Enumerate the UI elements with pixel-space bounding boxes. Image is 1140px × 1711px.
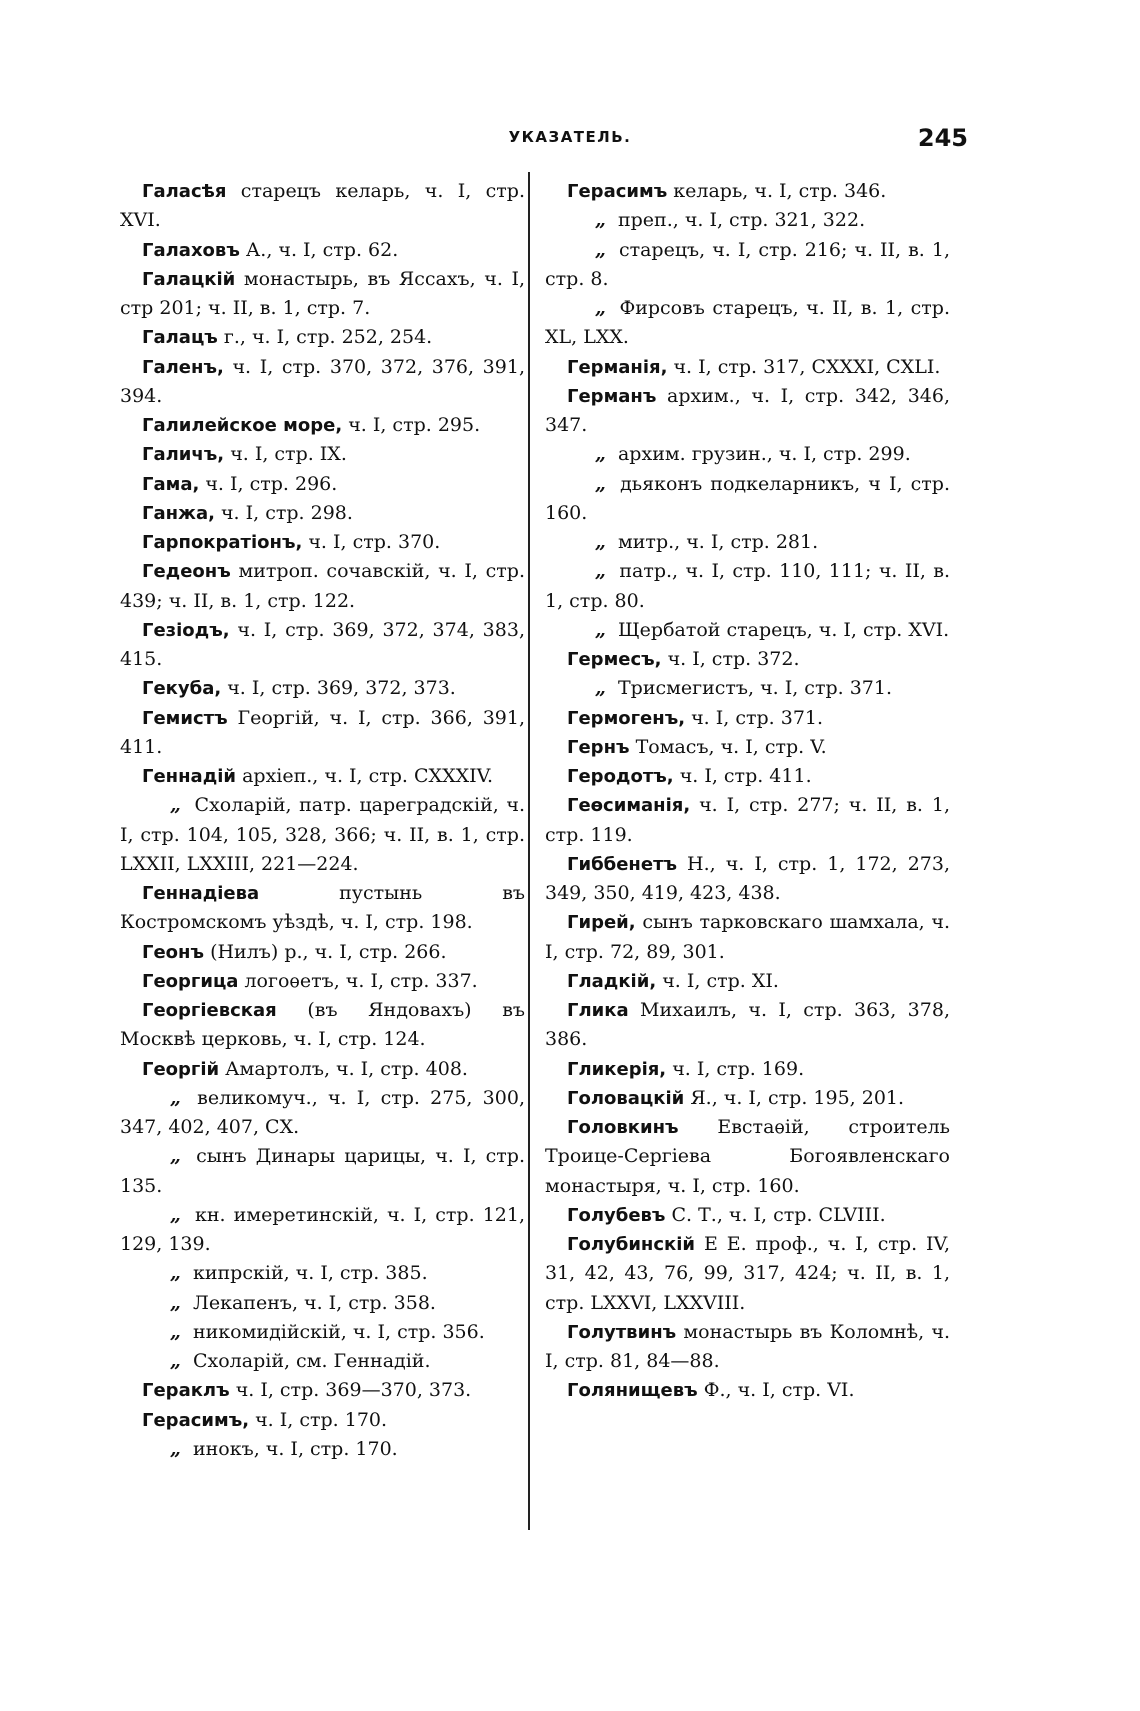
index-entry <box>120 996 525 1055</box>
entry-text: Е Е. проф., ч. I, стр. IV, 31, 42, 43, 76, 99, 317, 424; ч. II, в. 1, стр. LXXVI, LXXVIII. <box>545 1233 950 1314</box>
index-entry <box>545 353 950 382</box>
entry-text: старецъ келарь, ч. I, стр. XVI. <box>120 180 525 232</box>
ditto-mark: „ <box>595 209 606 232</box>
ditto-mark: „ <box>595 443 606 466</box>
ditto-mark: „ <box>595 560 606 583</box>
index-entry <box>120 938 525 967</box>
index-entry <box>545 1201 950 1230</box>
entry-headword: Георгій <box>142 1058 220 1080</box>
index-entry <box>545 908 950 967</box>
index-entry <box>120 528 525 557</box>
entry-text: Трисмегистъ, ч. I, стр. 371. <box>617 677 893 700</box>
index-entry <box>120 353 525 412</box>
ditto-mark: „ <box>170 1437 181 1460</box>
entry-text: Схоларій, патр. цареградскій, ч. I, стр. 104, 105, 328, 366; ч. II, в. 1, стр. LXXII, LXXIII, 221—224. <box>120 794 525 875</box>
index-subentry <box>120 1201 525 1260</box>
entry-text: Ф., ч. I, стр. VI. <box>703 1379 855 1402</box>
entry-headword: Гедеонъ <box>142 561 231 583</box>
entry-text: ч. I, стр. 169. <box>672 1057 805 1080</box>
entry-text: архим. грузин., ч. I, стр. 299. <box>617 443 911 466</box>
entry-text: ч. I, стр. 369, 372, 374, 383, 415. <box>120 618 525 670</box>
index-column-right <box>545 177 950 1406</box>
entry-headword: Геродотъ, <box>567 766 674 787</box>
entry-text: монастырь въ Коломнѣ, ч. I, стр. 81, 84—88. <box>545 1320 950 1372</box>
entry-text: преп., ч. I, стр. 321, 322. <box>617 209 866 232</box>
index-entry <box>120 1055 525 1084</box>
entry-headword: Голутвинъ <box>567 1321 677 1343</box>
entry-text: г., ч. I, стр. 252, 254. <box>223 326 433 349</box>
entry-headword: Галичъ, <box>142 444 225 466</box>
index-entry <box>545 1376 950 1405</box>
index-entry <box>545 382 950 441</box>
index-subentry <box>120 1435 525 1464</box>
index-entry <box>120 265 525 324</box>
entry-text: Евстаѳій, строитель Троице-Сергіева Богоявленскаго монастыря, ч. I, стр. 160. <box>545 1116 950 1197</box>
ditto-mark: „ <box>170 1145 181 1168</box>
index-entry <box>120 236 525 265</box>
ditto-mark: „ <box>595 472 606 495</box>
ditto-mark: „ <box>170 1350 181 1372</box>
entry-headword: Гемистъ <box>142 707 228 729</box>
entry-headword: Ганжа, <box>142 502 215 524</box>
ditto-mark: „ <box>170 1291 181 1314</box>
index-subentry <box>120 1259 525 1288</box>
entry-headword: Галаховъ <box>142 239 240 261</box>
entry-text: ч. I, стр. 370. <box>308 531 441 553</box>
ditto-mark: „ <box>595 531 606 553</box>
index-entry <box>120 470 525 499</box>
index-subentry <box>545 470 950 529</box>
index-subentry <box>545 206 950 235</box>
index-entry <box>545 1113 950 1201</box>
entry-text: монастырь, въ Яссахъ, ч. I, стр 201; ч. II, в. 1, стр. 7. <box>120 267 525 319</box>
entry-text: дьяконъ подкеларникъ, ч I, стр. 160. <box>545 472 950 524</box>
ditto-mark: „ <box>595 677 606 700</box>
index-entry <box>545 850 950 909</box>
entry-text: ч. I, стр. 369, 372, 373. <box>227 677 456 700</box>
index-column-left <box>120 177 525 1464</box>
entry-text: сынъ Динары царицы, ч. I, стр. 135. <box>120 1145 525 1197</box>
entry-text: кипрскій, ч. I, стр. 385. <box>192 1262 428 1285</box>
entry-text: логоѳетъ, ч. I, стр. 337. <box>244 969 478 992</box>
index-entry <box>545 762 950 791</box>
entry-headword: Гарпократіонъ, <box>142 532 303 553</box>
index-entry <box>120 616 525 675</box>
entry-text: ч. I, стр. IX. <box>230 443 347 466</box>
index-entry <box>545 733 950 762</box>
entry-headword: Гермесъ, <box>567 649 662 670</box>
entry-text: Н., ч. I, стр. 1, 172, 273, 349, 350, 419, 423, 438. <box>545 852 950 904</box>
index-entry <box>120 499 525 528</box>
entry-text: ч. I, стр. 372. <box>667 648 800 670</box>
ditto-mark: „ <box>170 1086 181 1109</box>
entry-text: келарь, ч. I, стр. 346. <box>673 180 887 202</box>
entry-headword: Голубинскій <box>567 1234 696 1255</box>
entry-headword: Гернъ <box>567 736 630 758</box>
entry-text: ч. I, стр. 317, CXXXI, CXLI. <box>673 355 941 378</box>
entry-text: (Нилъ) р., ч. I, стр. 266. <box>210 940 447 963</box>
entry-text: А., ч. I, стр. 62. <box>245 238 399 261</box>
entry-text: Щербатой старецъ, ч. I, стр. XVI. <box>617 618 950 641</box>
entry-text: Фирсовъ старецъ, ч. II, в. 1, стр. XL, LXX. <box>545 297 950 349</box>
index-entry <box>545 645 950 674</box>
index-subentry <box>545 294 950 353</box>
entry-text: ч. I, стр. 298. <box>221 501 353 524</box>
entry-text: Томасъ, ч. I, стр. V. <box>635 735 827 758</box>
entry-text: Лекапенъ, ч. I, стр. 358. <box>192 1291 436 1314</box>
entry-headword: Галилейское море, <box>142 415 343 436</box>
entry-headword: Голубевъ <box>567 1204 666 1226</box>
entry-text: патр., ч. I, стр. 110, 111; ч. II, в. 1, стр. 80. <box>545 560 950 612</box>
entry-headword: Головкинъ <box>567 1117 679 1138</box>
index-entry <box>545 967 950 996</box>
index-entry <box>120 879 525 938</box>
entry-headword: Геонъ <box>142 941 205 963</box>
entry-headword: Глика <box>567 1000 629 1021</box>
entry-text: ч. I, стр. 296. <box>205 472 338 495</box>
entry-text: пустынь въ Костромскомъ уѣздѣ, ч. I, стр. 198. <box>120 882 525 934</box>
entry-text: инокъ, ч. I, стр. 170. <box>192 1437 398 1460</box>
index-entry <box>120 704 525 763</box>
entry-headword: Георгица <box>142 970 239 992</box>
entry-text: С. Т., ч. I, стр. CLVIII. <box>671 1203 886 1226</box>
index-entry <box>120 1406 525 1435</box>
entry-headword: Германія, <box>567 356 668 378</box>
index-entry <box>545 704 950 733</box>
entry-headword: Гекуба, <box>142 678 222 700</box>
index-subentry <box>120 1318 525 1347</box>
entry-text: никомидійскій, ч. I, стр. 356. <box>192 1320 485 1343</box>
entry-text: архіеп., ч. I, стр. CXXXIV. <box>242 765 494 787</box>
entry-headword: Галасѣя <box>142 181 227 202</box>
entry-headword: Гиббенетъ <box>567 853 678 875</box>
entry-headword: Герасимъ, <box>142 1409 250 1431</box>
entry-headword: Галацъ <box>142 327 218 349</box>
ditto-mark: „ <box>170 1320 181 1343</box>
index-entry <box>120 440 525 469</box>
index-entry <box>545 1055 950 1084</box>
entry-headword: Гераклъ <box>142 1380 230 1402</box>
index-entry <box>120 411 525 440</box>
entry-text: ч. I, стр. 411. <box>679 765 812 787</box>
entry-text: Георгій, ч. I, стр. 366, 391, 411. <box>120 706 526 758</box>
ditto-mark: „ <box>595 618 606 641</box>
entry-text: старецъ, ч. I, стр. 216; ч. II, в. 1, стр. 8. <box>545 238 950 290</box>
entry-text: Я., ч. I, стр. 195, 201. <box>690 1086 905 1109</box>
entry-headword: Гирей, <box>567 912 636 934</box>
entry-headword: Головацкій <box>567 1087 685 1109</box>
entry-text: (въ Яндовахъ) въ Москвѣ церковь, ч. I, стр. 124. <box>120 999 525 1051</box>
ditto-mark: „ <box>595 297 606 319</box>
entry-headword: Гама, <box>142 473 200 495</box>
entry-text: митр., ч. I, стр. 281. <box>617 531 819 553</box>
entry-text: ч. I, стр. 369—370, 373. <box>235 1379 472 1402</box>
index-entry <box>120 674 525 703</box>
column-divider <box>528 172 530 1530</box>
entry-text: архим., ч. I, стр. 342, 346, 347. <box>545 384 950 436</box>
entry-text: ч. I, стр. 295. <box>348 414 481 436</box>
entry-headword: Голянищевъ <box>567 1380 698 1402</box>
entry-headword: Геннадіева <box>142 883 260 904</box>
index-subentry <box>120 1142 525 1201</box>
entry-text: ч. I, стр. XI. <box>662 969 779 992</box>
entry-text: кн. имеретинскій, ч. I, стр. 121, 129, 139. <box>120 1203 525 1255</box>
index-entry <box>120 762 525 791</box>
entry-headword: Германъ <box>567 385 657 407</box>
ditto-mark: „ <box>595 238 606 261</box>
entry-headword: Георгіевская <box>142 1000 277 1021</box>
index-entry <box>545 1318 950 1377</box>
entry-text: великомуч., ч. I, стр. 275, 300, 347, 402, 407, CX. <box>120 1086 525 1138</box>
index-subentry <box>120 1289 525 1318</box>
index-entry <box>545 791 950 850</box>
index-entry <box>545 996 950 1055</box>
index-entry <box>120 1376 525 1405</box>
running-title: УКАЗАТЕЛЬ. <box>508 128 632 146</box>
ditto-mark: „ <box>170 1262 181 1285</box>
index-subentry <box>120 791 525 879</box>
entry-text: сынъ тарковскаго шамхала, ч. I, стр. 72, 89, 301. <box>545 911 950 963</box>
index-entry <box>545 1230 950 1318</box>
entry-text: ч. I, стр. 370, 372, 376, 391, 394. <box>120 355 525 407</box>
index-subentry <box>545 528 950 557</box>
entry-text: ч. I, стр. 277; ч. II, в. 1, стр. 119. <box>545 794 950 846</box>
index-entry <box>545 177 950 206</box>
entry-headword: Галенъ, <box>142 356 224 378</box>
ditto-mark: „ <box>170 794 181 817</box>
index-subentry <box>545 674 950 703</box>
page-number: 245 <box>917 124 968 152</box>
entry-text: Схоларій, см. Геннадій. <box>192 1350 431 1372</box>
index-entry <box>120 557 525 616</box>
index-entry <box>120 177 525 236</box>
entry-headword: Гермогенъ, <box>567 707 686 729</box>
index-subentry <box>120 1347 525 1376</box>
index-subentry <box>545 557 950 616</box>
entry-headword: Герасимъ <box>567 181 668 202</box>
entry-headword: Геннадій <box>142 766 237 787</box>
entry-text: ч. I, стр. 170. <box>255 1408 388 1431</box>
entry-headword: Гладкій, <box>567 970 657 992</box>
index-subentry <box>545 440 950 469</box>
entry-headword: Галацкій <box>142 268 236 290</box>
index-entry <box>120 967 525 996</box>
index-subentry <box>545 616 950 645</box>
index-subentry <box>545 236 950 295</box>
index-entry <box>120 323 525 352</box>
ditto-mark: „ <box>170 1203 181 1226</box>
entry-headword: Геѳсиманія, <box>567 795 691 817</box>
index-subentry <box>120 1084 525 1143</box>
entry-headword: Гликерія, <box>567 1058 667 1080</box>
entry-text: Амартолъ, ч. I, стр. 408. <box>225 1057 468 1080</box>
entry-headword: Гезіодъ, <box>142 619 230 641</box>
index-entry <box>545 1084 950 1113</box>
entry-text: ч. I, стр. 371. <box>691 706 824 729</box>
entry-text: митроп. сочавскій, ч. I, стр. 439; ч. II, в. 1, стр. 122. <box>120 560 525 612</box>
entry-text: Михаилъ, ч. I, стр. 363, 378, 386. <box>545 999 950 1051</box>
